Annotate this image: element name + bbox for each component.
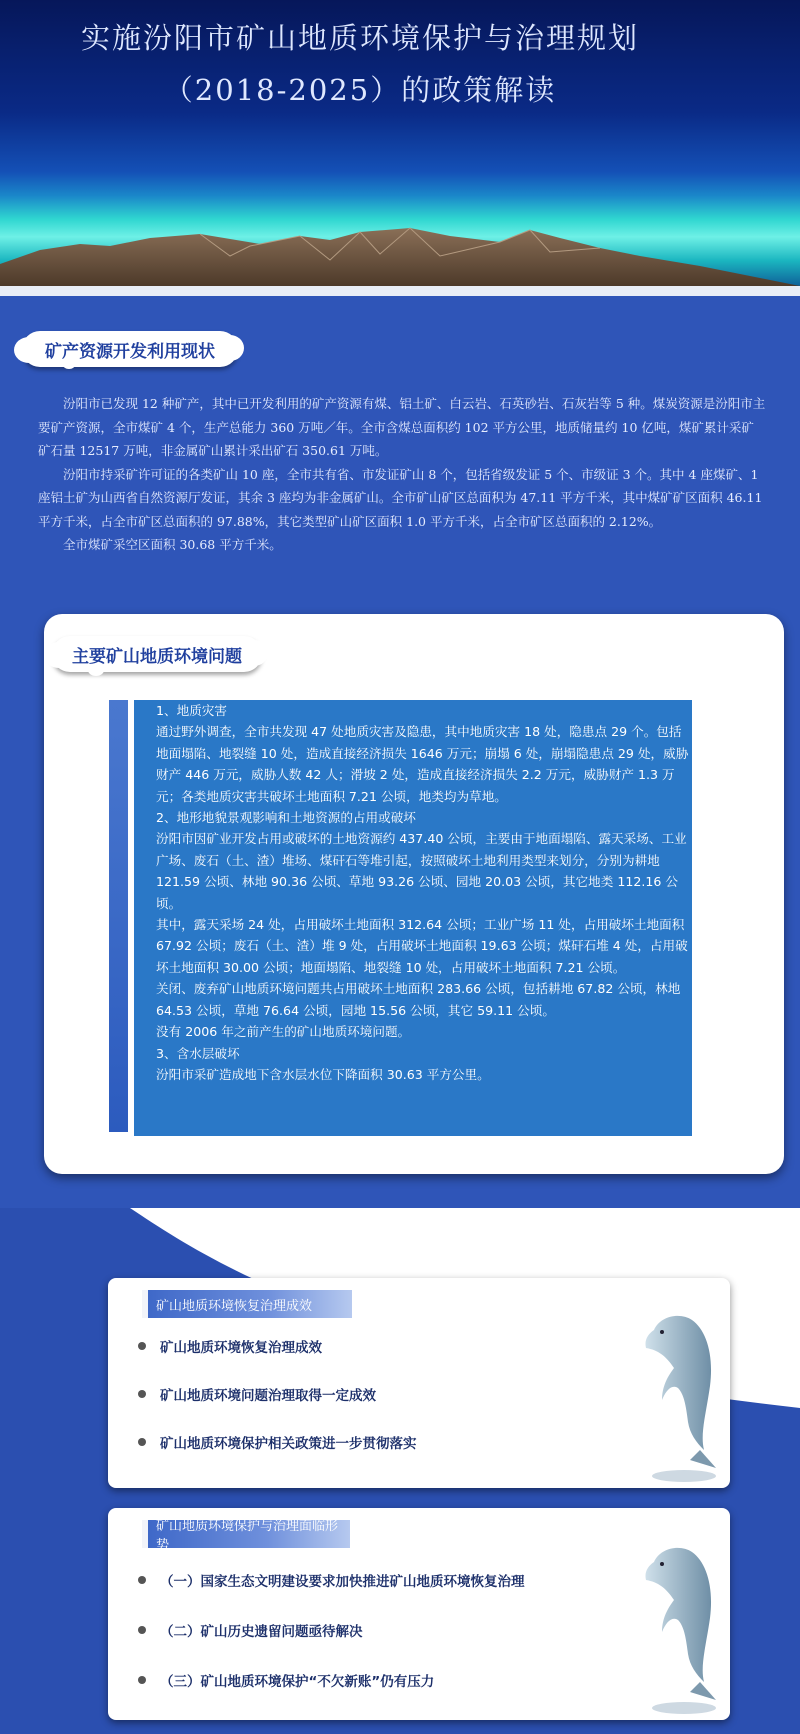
header-banner (0, 0, 800, 296)
section-tag-resources (22, 331, 238, 367)
issue-heading: 1、地质灾害 (156, 703, 227, 718)
issue-text: 通过野外调查，全市共发现 47 处地质灾害及隐患，其中地质灾害 18 处，隐患点 29 个。包括地面塌陷、地裂缝 10 处，造成直接经济损失 1646 万元；崩塌 6 处，崩塌隐患点 29 处，威胁财产 446 万元，威胁人数 42 人；滑坡 2 处，造成直接经济损失 2.2 万元，威胁财产 1.3 万元；各类地质灾害共破坏土地面积 7.21 公顷，地类均为草地。 (156, 724, 689, 804)
intro-paragraph: 汾阳市已发现 12 种矿产，其中已开发利用的矿产资源有煤、铝土矿、白云岩、石英砂岩、石灰岩等 5 种。煤炭资源是汾阳市主要矿产资源，全市煤矿 4 个，生产总能力 360 万吨／年。全市含煤总面积约 102 平方公里，地质储量约 10 亿吨，煤矿累计采矿矿石量 12517 万吨，非金属矿山累计采出矿石 350.61 万吨。 (38, 396, 766, 458)
page-subtitle: （2018-2025）的政策解读 (163, 73, 557, 107)
mountain-illustration (0, 226, 800, 288)
section-tag-label: 矿产资源开发利用现状 (45, 341, 215, 362)
section-tag-issues (52, 636, 262, 672)
issue-text: 汾阳市因矿业开发占用或破坏的土地资源约 437.40 公顷，主要由于地面塌陷、露天采场、工业广场、废石（土、渣）堆场、煤矸石等堆引起，按照破坏土地利用类型来划分，分别为耕地 121.59 公顷、林地 90.36 公顷、草地 93.26 公顷、园地 20.03 公顷，其它地类 112.16 公顷。 (156, 831, 687, 911)
issues-textbox (134, 700, 692, 1136)
bullet-icon (138, 1390, 146, 1398)
cloud-puff (216, 335, 244, 361)
list-item (138, 1670, 434, 1690)
issue-text: 关闭、废弃矿山地质环境问题共占用破坏土地面积 283.66 公顷，包括耕地 67.82 公顷，林地 64.53 公顷，草地 76.64 公顷，园地 15.56 公顷，其它 59.11 公顷。 (156, 981, 681, 1018)
intro-paragraph: 汾阳市持采矿许可证的各类矿山 10 座，全市共有省、市发证矿山 8 个，包括省级发证 5 个、市级证 3 个。其中 4 座煤矿、1 座铝土矿为山西省自然资源厅发证，其余 3 座均为非金属矿山。全市矿山矿区总面积为 47.11 平方千米，其中煤矿矿区面积 46.11 平方千米，占全市矿区总面积的 97.88%，其它类型矿山矿区面积 1.0 平方千米，占全市矿区总面积的 2.12%。 (38, 466, 763, 529)
bullet-icon (138, 1576, 146, 1584)
challenges-card (108, 1508, 730, 1720)
list-item-text: （一）国家生态文明建设要求加快推进矿山地质环境恢复治理 (160, 1574, 525, 1590)
list-item (138, 1570, 525, 1590)
bullet-icon (138, 1626, 146, 1634)
resources-intro (38, 392, 766, 557)
issue-text: 汾阳市采矿造成地下含水层水位下降面积 30.63 平方公里。 (156, 1066, 490, 1082)
section-tag-label: 主要矿山地质环境问题 (72, 646, 242, 667)
bullet-icon (138, 1676, 146, 1684)
list-item-text: 矿山地质环境保护相关政策进一步贯彻落实 (160, 1436, 417, 1452)
list-item-text: 矿山地质环境恢复治理成效 (160, 1340, 322, 1356)
banner-floor (0, 286, 800, 296)
list-item (138, 1620, 363, 1640)
dolphin-icon (640, 1310, 728, 1486)
achievements-card (108, 1278, 730, 1488)
page-title: 实施汾阳市矿山地质环境保护与治理规划 (80, 21, 639, 55)
bullet-icon (138, 1438, 146, 1446)
bullet-icon (138, 1342, 146, 1350)
list-item-text: （三）矿山地质环境保护“不欠新账”仍有压力 (160, 1674, 435, 1690)
list-item (138, 1336, 322, 1356)
card-title: 矿山地质环境保护与治理面临形势 (142, 1520, 350, 1548)
cloud-puff (44, 642, 74, 668)
list-item-text: （二）矿山历史遗留问题亟待解决 (160, 1624, 363, 1640)
list-item-text: 矿山地质环境问题治理取得一定成效 (160, 1388, 376, 1404)
issues-stripe (109, 700, 128, 1132)
issue-text: 其中，露天采场 24 处，占用破坏土地面积 312.64 公顷；工业广场 11 处，占用破坏土地面积 67.92 公顷；废石（土、渣）堆 9 处，占用破坏土地面积 19.63 公顷；煤矸石堆 4 处，占用破坏土地面积 30.00 公顷；地面塌陷、地裂缝 10 处，占用破坏土地面积 7.21 公顷。 (156, 917, 688, 975)
list-item (138, 1432, 417, 1452)
dolphin-icon (640, 1542, 728, 1718)
cloud-puff (240, 640, 268, 666)
intro-paragraph: 全市煤矿采空区面积 30.68 平方千米。 (63, 537, 282, 552)
issue-heading: 3、含水层破坏 (156, 1045, 240, 1061)
list-item (138, 1384, 376, 1404)
issue-text: 没有 2006 年之前产生的矿山地质环境问题。 (156, 1024, 411, 1040)
cloud-puff (14, 337, 44, 363)
issue-heading: 2、地形地貌景观影响和土地资源的占用或破坏 (156, 810, 416, 826)
card-title: 矿山地质环境恢复治理成效 (142, 1290, 352, 1318)
